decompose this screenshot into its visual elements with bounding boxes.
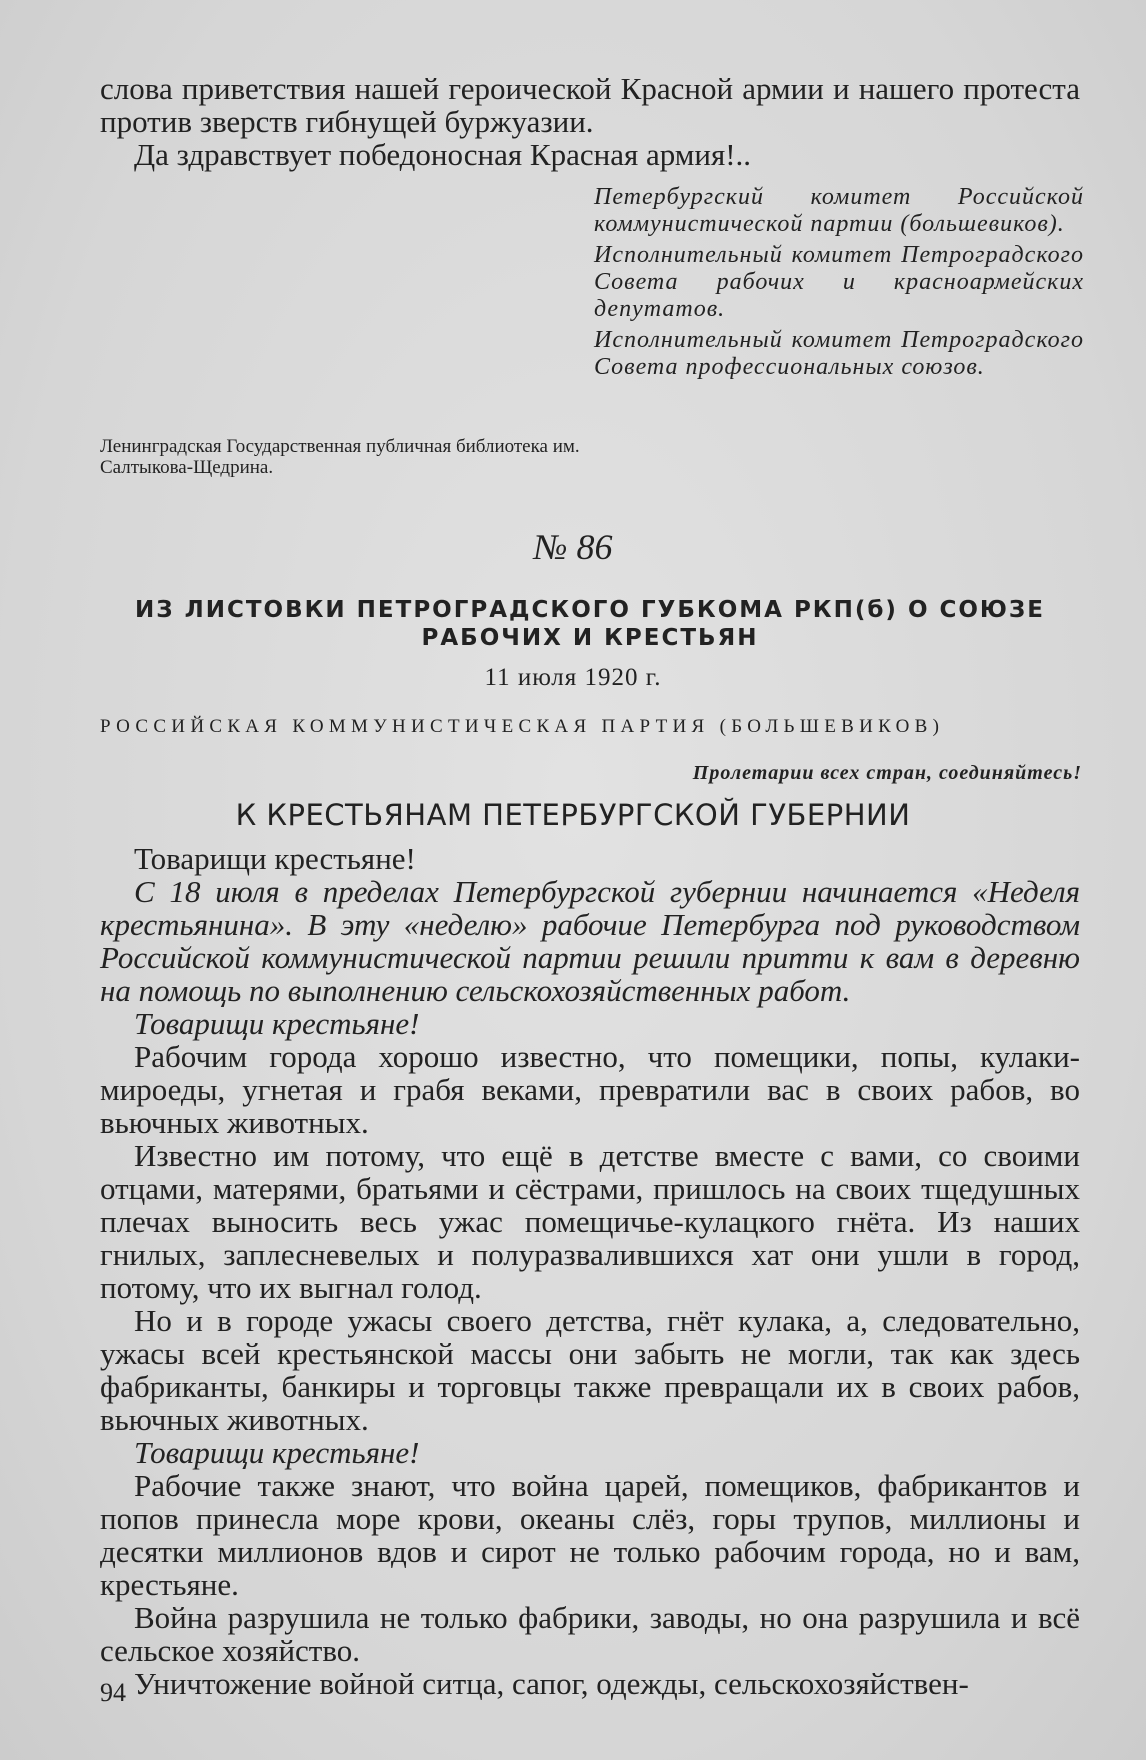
paragraph-6: Война разрушила не только фабрики, заводы, но она разрушила и всё сельское хозяйство. <box>100 1600 1080 1668</box>
victory-slogan: Да здравствует победоносная Красная армия!.. <box>134 137 752 172</box>
greeting: Товарищи крестьяне! <box>134 841 416 876</box>
appeal-1: Товарищи крестьяне! <box>134 1006 420 1041</box>
document-date: 11 июля 1920 г. <box>484 664 662 691</box>
appeal-2: Товарищи крестьяне! <box>134 1435 420 1470</box>
signature-soviet-deputies: Исполнительный комитет Петроградского Совета рабочих и красноармейских депутатов. <box>594 242 1084 322</box>
paragraph-5: Рабочие также знают, что война царей, помещиков, фабрикантов и попов принесла море крови, океаны слёз, горы трупов, миллионы и десятки миллионов вдов и сирот не только рабочим города, но и вам, крестьяне. <box>100 1468 1080 1602</box>
paragraph-3: Известно им потому, что ещё в детстве вместе с вами, со своими отцами, матерями, братьями и сёстрами, пришлось на своих тщедушных плечах выносить весь ужас помещичье-кулацкого гнёта. Из наших гнилых, заплесневелых и полуразвалившихся хат они ушли в город, потому, что их выгнал голод. <box>100 1138 1080 1305</box>
proletarian-slogan: Пролетарии всех стран, соединяйтесь! <box>692 762 1082 784</box>
paragraph-1: С 18 июля в пределах Петербургской губернии начинается «Неделя крестьянина». В эту «неделю» рабочие Петербурга под руководством Российской коммунистической партии решили притти к вам в деревню на помощь по выполнению сельскохозяйственных работ. <box>100 874 1080 1008</box>
paragraph-2: Рабочим города хорошо известно, что помещики, попы, кулаки-мироеды, угнетая и грабя веками, превратили вас в своих рабов, во вьючных животных. <box>100 1039 1080 1140</box>
signatures <box>594 184 1084 385</box>
party-header: РОССИЙСКАЯ КОММУНИСТИЧЕСКАЯ ПАРТИЯ (БОЛЬШЕВИКОВ) <box>100 716 945 737</box>
document-number: № 86 <box>533 527 613 567</box>
archive-note: Ленинградская Государственная публичная библиотека им. Салтыкова-Щедрина. <box>100 436 580 478</box>
document-title: ИЗ ЛИСТОВКИ ПЕТРОГРАДСКОГО ГУБКОМА РКП(б) О СОЮЗЕ РАБОЧИХ И КРЕСТЬЯН <box>135 597 1045 651</box>
leaflet-body <box>100 842 1080 1700</box>
signature-trade-unions: Исполнительный комитет Петроградского Совета профессиональных союзов. <box>594 327 1084 380</box>
paragraph-7: Уничтожение войной ситца, сапог, одежды, сельскохозяйствен- <box>134 1666 969 1701</box>
top-paragraph: слова приветствия нашей героической Красной армии и нашего протеста против зверств гибнущей буржуазии. <box>100 71 1080 139</box>
top-continuation <box>100 72 1080 171</box>
leaflet-heading: К КРЕСТЬЯНАМ ПЕТЕРБУРГСКОЙ ГУБЕРНИИ <box>235 798 911 832</box>
signature-petersburg-committee: Петербургский комитет Российской коммунистической партии (большевиков). <box>594 184 1084 237</box>
paragraph-4: Но и в городе ужасы своего детства, гнёт кулака, а, следовательно, ужасы всей крестьянской массы они забыть не могли, так как здесь фабриканты, банкиры и торговцы также превращали их в своих рабов, вьючных животных. <box>100 1303 1080 1437</box>
page-number: 94 <box>100 1678 126 1707</box>
